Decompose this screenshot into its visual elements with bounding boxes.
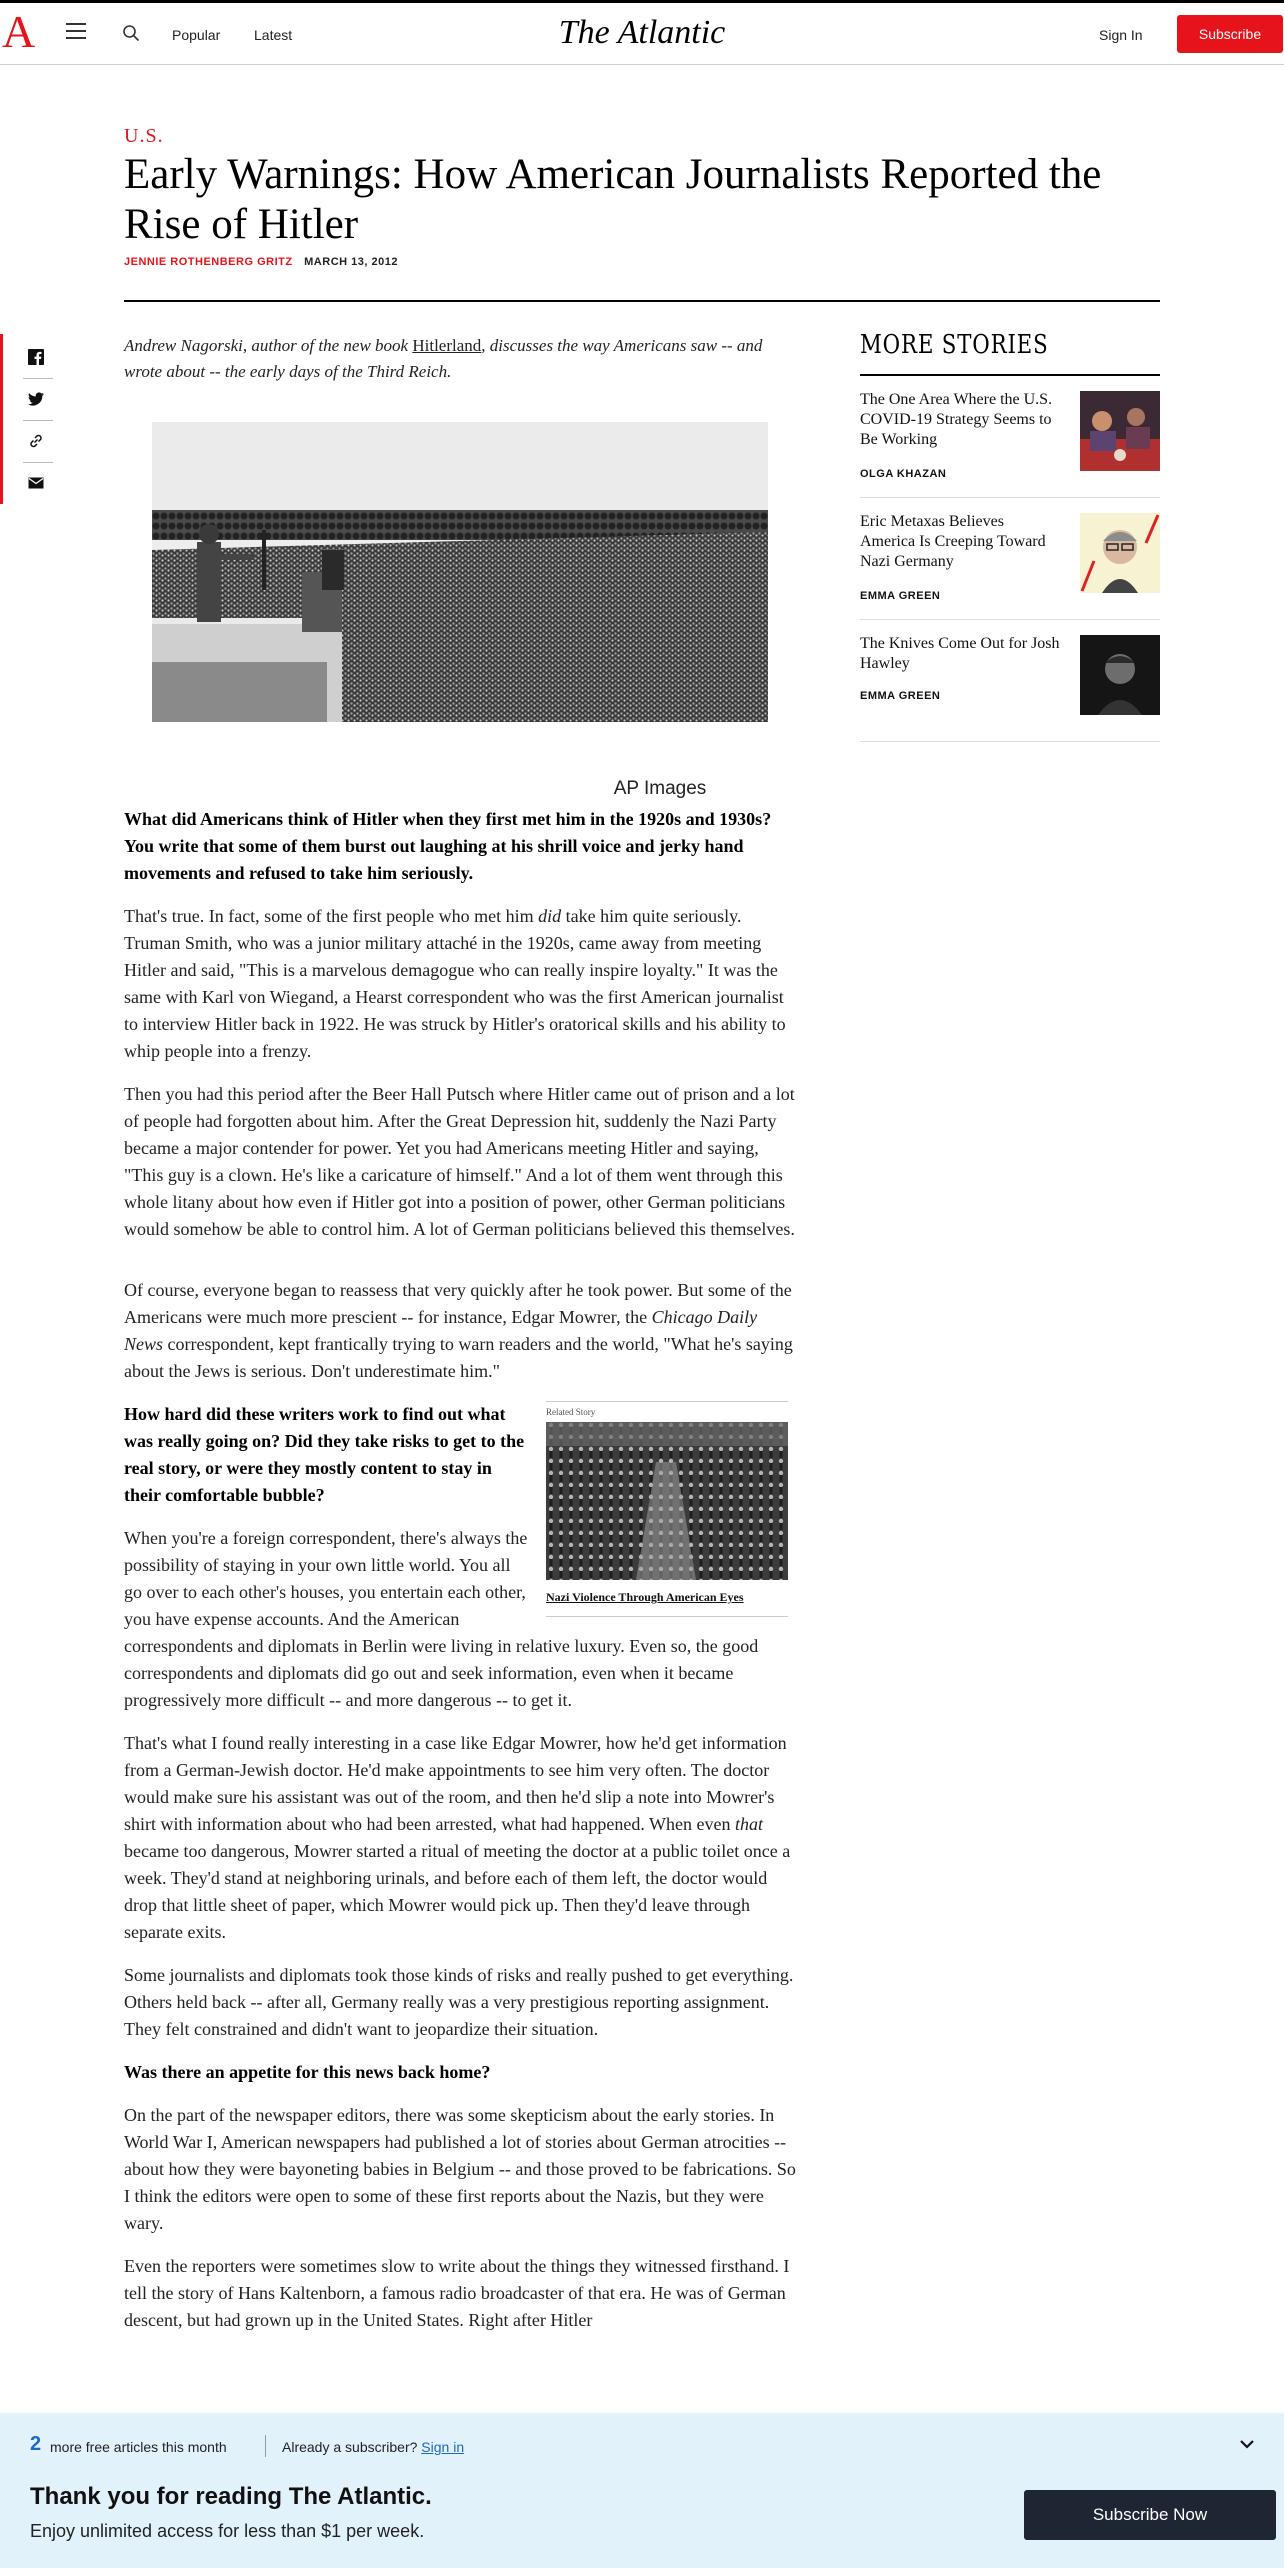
paragraph: That's true. In fact, some of the first people who met him did take him quite seriously. Truman Smith, who was a junior military attaché in the 1920s, came away from meeting Hitler and said, "This is a marvelous demagogue who can really inspire loyalty." It was the same with Karl von Wiegand, a Hearst correspondent who was the first American journalist to interview Hitler back in 1922. He was struck by Hitler's oratorical skills and his ability to whip people into a frenzy. [124,906,786,1061]
interview-question: What did Americans think of Hitler when they first met him in the 1920s and 1930s? You write that some of them burst out laughing at his shrill voice and jerky hand movements and refused to take him seriously. [124,809,772,883]
nav-latest[interactable]: Latest [254,27,293,43]
article-body [124,806,800,2350]
paragraph: Even the reporters were sometimes slow to write about the things they witnessed firsthand. I tell the story of Hans Kaltenborn, a famous radio broadcaster of that era. He was of German descent, but had grown up in the United States. Right after Hitler [124,2256,790,2330]
share-bar [0,334,53,504]
header-divider [124,300,1160,302]
related-story-title[interactable]: Nazi Violence Through American Eyes [546,1590,744,1604]
facebook-icon[interactable] [27,348,45,366]
story-thumbnail[interactable] [1080,391,1160,471]
paragraph: Some journalists and diplomats took those kinds of risks and really pushed to get everything. Others held back -- after all, Germany really was a very prestigious reporting assignment. They felt constrained and didn't want to jeopardize their situation. [124,1965,794,2039]
already-subscriber: Already a subscriber? Sign in [282,2439,465,2455]
section-label[interactable]: U.S. [124,125,164,147]
nav-popular[interactable]: Popular [172,27,221,43]
story-item[interactable] [860,376,1160,498]
twitter-icon[interactable] [27,390,45,408]
story-title[interactable]: The One Area Where the U.S. COVID-19 Strategy Seems to Be Working [860,391,1053,448]
sign-in-link[interactable]: Sign In [1099,27,1143,43]
story-author[interactable]: OLGA KHAZAN [860,468,947,480]
related-story-kicker: Related Story [546,1407,596,1417]
story-title[interactable]: Eric Metaxas Believes America Is Creeping Toward Nazi Germany [860,513,1046,570]
site-header [0,3,1284,65]
paragraph: That's what I found really interesting in a case like Edgar Mowrer, how he'd get information from a German-Jewish doctor. He'd make appointments to see him very often. The doctor would make sure his assistant was out of the room, and then he'd slip a note into Mowrer's shirt with information about who had been arrested, what had happened. When even that became too dangerous, Mowrer started a ritual of meeting the doctor at a public toilet once a week. They'd stand at neighboring urinals, and before each of them left, the doctor would drop that little sheet of paper, which Mowrer would pick up. Then they'd leave through separate exits. [124,1733,791,1942]
paywall-sign-in-link[interactable]: Sign in [421,2439,465,2455]
paragraph: Then you had this period after the Beer Hall Putsch where Hitler came out of prison and a lot of people had forgotten about him. After the Great Depression hit, suddenly the Nazi Party became a major contender for power. Yet you had Americans meeting Hitler and saying, "This guy is a clown. He's like a caricature of himself." And a lot of them went through this whole litany about how even if Hitler got into a position of power, other German politicians would somehow be able to control him. A lot of German politicians believed this themselves. [124,1084,795,1239]
book-link[interactable]: Hitlerland [412,336,482,355]
interview-question: Was there an appetite for this news back home? [124,2062,491,2082]
more-stories [860,330,1160,742]
photo-caption: AP Images [613,778,707,799]
story-thumbnail[interactable] [1080,513,1160,593]
paragraph: On the part of the newspaper editors, there was some skepticism about the early stories. In World War I, American newspapers had published a lot of stories about German atrocities -- about how they were bayoneting babies in Belgium -- and those proved to be fabrications. So I think the editors were open to some of these first reports about the Nazis, but they were wary. [124,2105,796,2233]
story-item[interactable] [860,620,1160,742]
story-title[interactable]: The Knives Come Out for Josh Hawley [860,635,1060,672]
paywall-title: Thank you for reading The Atlantic. [30,2483,432,2510]
interview-question: How hard did these writers work to find out what was really going on? Did they take risks to get to the real story, or were they mostly content to stay in their comfortable bubble? [124,1404,525,1505]
share-divider [23,420,53,421]
paragraph: Of course, everyone began to reassess that very quickly after he took power. But some of the Americans were much more prescient -- for instance, Edgar Mowrer, the Chicago Daily News correspondent, kept frantically trying to warn readers and the world, "What he's saying about the Jews is serious. Don't underestimate him." [124,1280,793,1381]
article-headline: Early Warnings: How American Journalists Reported the Rise of Hitler [124,151,1102,248]
free-article-count: 2 [30,2433,42,2455]
subscribe-now-button[interactable]: Subscribe Now [1024,2490,1276,2540]
related-story[interactable] [546,1401,788,1617]
chevron-down-icon[interactable] [1236,2433,1258,2455]
publish-date: MARCH 13, 2012 [304,256,398,268]
masthead[interactable]: The Atlantic [558,14,726,51]
subscribe-button[interactable]: Subscribe [1177,15,1283,53]
link-icon[interactable] [27,432,45,450]
paywall-banner [0,2413,1284,2568]
byline [124,256,398,268]
story-thumbnail[interactable] [1080,635,1160,715]
article-dek: Andrew Nagorski, author of the new book Hitlerland, discusses the way Americans saw -- and wrote about -- the early days of the Third Reich. [124,336,763,381]
author-link[interactable]: JENNIE ROTHENBERG GRITZ [124,256,293,268]
story-author[interactable]: EMMA GREEN [860,590,941,602]
story-author[interactable]: EMMA GREEN [860,690,941,702]
more-stories-title: MORE STORIES [860,330,1049,360]
share-divider [23,462,53,463]
paywall-divider [265,2435,266,2457]
paragraph: When you're a foreign correspondent, there's always the possibility of staying in your own little world. You all go over to each other's houses, you entertain each other, you have expense accounts. And the American correspondents and diplomats in Berlin were living in relative luxury. Even so, the good correspondents and diplomats did go out and seek information, even when it became progressively more difficult -- and more dangerous -- to get it. [124,1528,759,1710]
paywall-subtitle: Enjoy unlimited access for less than $1 per week. [30,2521,425,2541]
share-divider [23,378,53,379]
hitler-rally-photo [152,422,768,722]
related-story-image[interactable] [546,1422,788,1580]
free-article-text: more free articles this month [50,2439,227,2455]
atlantic-logo[interactable]: A [2,6,36,57]
email-icon[interactable] [27,474,45,492]
story-item[interactable] [860,498,1160,620]
